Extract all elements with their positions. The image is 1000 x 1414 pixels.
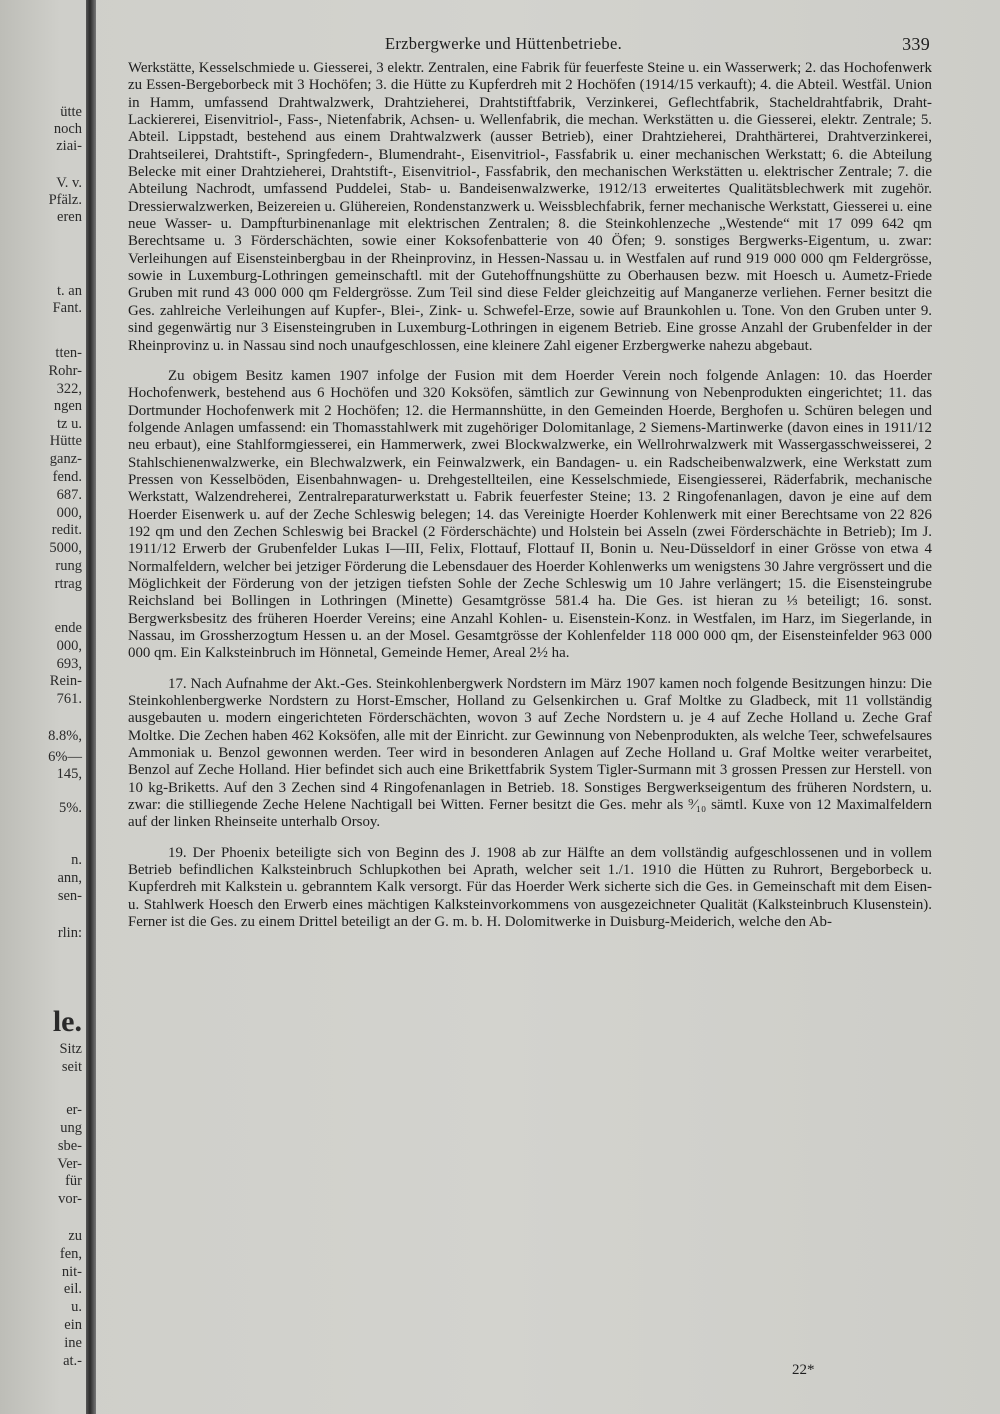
- page-gutter: [86, 0, 96, 1414]
- adjacent-page-text-fragment: ganz-: [49, 451, 82, 467]
- adjacent-page-text-fragment: 000,: [56, 505, 82, 521]
- adjacent-page-text-fragment: t. an: [57, 283, 82, 299]
- adjacent-page-text-fragment: tz u.: [57, 416, 82, 432]
- adjacent-page-text-fragment: ung: [60, 1120, 82, 1136]
- adjacent-page-text-fragment: Ver-: [57, 1156, 82, 1172]
- adjacent-page-text-fragment: eil.: [63, 1281, 82, 1297]
- adjacent-page-text-fragment: 5000,: [49, 540, 82, 556]
- paragraph: 17. Nach Aufnahme der Akt.-Ges. Steinkohlenbergwerk Nordstern im März 1907 kamen noch folgende Besitzungen hinzu: Die Steinkohlenbergwerke Nordstern zu Horst-Emscher, Holland zu Gelsenkirchen u. Graf Moltke zu Gladbeck, mit 11 vollständig ausgebauten u. modern eingerichteten Förderschächten, wovon 3 auf Zeche Nordstern u. je 4 auf Zeche Holland u. Zeche Graf Moltke. Die Zechen haben 462 Koksöfen, alle mit der Einricht. zur Gewinnung von Nebenprodukten, als welche Teer, schwefelsaures Ammoniak u. Benzol gewonnen werden. Teer wird in besonderen Anlagen auf Zeche Holland u. Graf Moltke weiter verarbeitet, Benzol auf Zeche Holland. Hier befindet sich auch eine Brikettfabrik System Tigler-Surmann mit 3 grossen Pressen zur Herstell. von 10 kg-Briketts. Auf den 3 Zechen sind 4 Ringofenanlagen in Betrieb. 18. Sonstiges Bergwerkseigentum des früheren Nordstern, u. zwar: die stilliegende Zeche Helene Nachtigall bei Witten. Ferner besitzt die Ges. mehr als ⁹⁄₁₀ sämtl. Kuxe von 12 Maximalfeldern auf der linken Rheinseite unterhalb Orsoy.: [128, 675, 932, 831]
- header-title: Erzbergwerke und Hüttenbetriebe.: [385, 34, 622, 53]
- adjacent-page-fragment: [0, 0, 84, 1414]
- adjacent-page-text-fragment: 693,: [56, 656, 82, 672]
- adjacent-page-text-fragment: ende: [54, 620, 82, 636]
- adjacent-page-text-fragment: Pfälz.: [48, 192, 82, 208]
- adjacent-page-text-fragment: tten-: [55, 345, 82, 361]
- adjacent-page-text-fragment: zu: [68, 1228, 82, 1244]
- body-text: [128, 60, 932, 932]
- paragraph: Zu obigem Besitz kamen 1907 infolge der Fusion mit dem Hoerder Verein noch folgende Anlagen: 10. das Hoerder Hochofenwerk, bestehend aus 6 Hochöfen und 320 Koksöfen, sämtlich zur Gewinnung von Nebenprodukten eingerichtet; 11. das Dortmunder Hochofenwerk mit 2 Hochöfen; 12. die Hermannshütte, in den Gemeinden Hoerde, Berghofen u. Schüren belegen und folgende Anlagen umfassend: ein Thomasstahlwerk mit zugehöriger Dolomitanlage, 2 Siemens-Martinwerke (davon eines in 1911/12 neu erbaut), eine Stahlformgiesserei, ein Hammerwerk, zwei Blockwalzwerke, ein Wellrohrwalzwerk mit Wassergasschweisserei, 2 Stahlschienenwalzwerke, ein Blechwalzwerk, ein Feinwalzwerk, ein Bandagen- u. ein Radscheibenwalzwerk, eine Werkstatt zum Pressen von Kesselböden, Eisenbahnwagen- u. Drehgestellteilen, eine Kesselschmiede, Eisengiesserei, Räderfabrik, mechanische Werkstatt, Walzendreherei, Zentralreparaturwerkstatt u. Fabrik feuerfester Steine; 13. 2 Ringofenanlagen, davon je eine auf dem Hoerder Eisenwerk u. auf der Zeche Schleswig belegen; 14. das Vereinigte Hoerder Kohlenwerk mit einer Berechtsame von 22 826 192 qm und den Zechen Schleswig bei Brackel (2 Förderschächte) und Holstein bei Asseln (zwei Förderschächte in Betrieb); Im J. 1911/12 Erwerb der Grubenfelder Lukas I—III, Felix, Flottauf, Flottauf II, Bonin u. Neu-Düsseldorf in einer Grösse von etwa 4 Normalfeldern, welcher bei jetziger Förderung die Lebensdauer des Hoerder Kohlenwerks um wenigstens 30 Jahre vergrössert und die Möglichkeit der Förderung von der jetzigen tiefsten Sohle der Zeche Schleswig um 10 Jahre verlängert; 15. die Eisensteingrube Reichsland bei Bollingen in Lothringen (Minette) Gesamtgrösse 581.4 ha. Die Ges. ist hieran zu ⅓ beteiligt; 16. sonst. Bergwerksbesitz des früheren Hoerder Vereins; eine Anzahl Kohlen- u. Eisenstein-Konz. in Westfalen, im Harz, im Siegerlande, in Nassau, im Grossherzogtum Hessen u. an der Mosel. Gesamtgrösse der Kohlenfelder 118 000 000 qm, der Eisensteinfelder 963 000 000 qm. Ein Kalksteinbruch im Hönnetal, Gemeinde Hemer, Areal 2½ ha.: [128, 367, 932, 662]
- adjacent-page-text-fragment: 761.: [56, 691, 82, 707]
- sheet-signature: 22*: [792, 1362, 815, 1378]
- adjacent-page-text-fragment: sen-: [57, 888, 82, 904]
- paragraph: 19. Der Phoenix beteiligte sich von Beginn des J. 1908 ab zur Hälfte an dem vollständig aufgeschlossenen und in vollem Betrieb befindlichen Kalksteinbruch Schlupkothen bei Aprath, welcher seit 1./1. 1910 die Hütten zu Ruhrort, Bergeborbeck u. Kupferdreh mit Kalkstein u. gebranntem Kalk versorgt. Für das Hoerder Werk sicherte sich die Ges. in Gemeinschaft mit dem Eisen- u. Stahlwerk Hoesch den Erwerb eines mächtigen Kalksteinvorkommens von ausgezeichneter Qualität (Kalksteinbruch Klusenstein). Ferner ist die Ges. zu einem Drittel beteiligt an der G. m. b. H. Dolomitwerke in Duisburg-Meiderich, welche den Ab-: [128, 844, 932, 931]
- adjacent-page-text-fragment: redit.: [51, 522, 82, 538]
- page-number: 339: [902, 34, 930, 54]
- adjacent-page-text-fragment: für: [65, 1173, 82, 1189]
- adjacent-page-text-fragment: Hütte: [49, 433, 82, 449]
- adjacent-page-text-fragment: sbe-: [57, 1138, 82, 1154]
- adjacent-page-text-fragment: ine: [64, 1335, 82, 1351]
- adjacent-page-text-fragment: at.-: [63, 1353, 82, 1369]
- adjacent-page-text-fragment: 322,: [56, 381, 82, 397]
- adjacent-page-text-fragment: Sitz: [59, 1041, 82, 1057]
- adjacent-page-text-fragment: fen,: [59, 1246, 82, 1262]
- adjacent-page-text-fragment: eren: [57, 209, 82, 225]
- adjacent-page-text-fragment: noch: [53, 121, 82, 137]
- adjacent-page-text-fragment: 8.8%,: [48, 728, 82, 744]
- adjacent-page-text-fragment: Rohr-: [48, 363, 82, 379]
- adjacent-page-text-fragment: ütte: [60, 104, 82, 120]
- adjacent-page-text-fragment: rtrag: [54, 576, 82, 592]
- adjacent-page-text-fragment: 5%.: [59, 800, 82, 816]
- paragraph: Werkstätte, Kesselschmiede u. Giesserei, 3 elektr. Zentralen, eine Fabrik für feuerfeste Steine u. ein Wasserwerk; 2. das Hochofenwerk zu Essen-Bergeborbeck mit 3 Hochöfen; 3. die Hütte zu Kupferdreh mit 2 Hochöfen (1914/15 verkauft); 4. die Abteil. Westfäl. Union in Hamm, umfassend Drahtwalzwerk, Drahtzieherei, Drahtstiftfabrik, Verzinkerei, Geflechtfabrik, Stacheldrahtfabrik, Draht-Lackiererei, Eisenvitriol-, Fass-, Nietenfabrik, Achsen- u. Wellenfabrik, die mechan. Werkstätten u. die Giesserei, elektr. Zentrale; 5. Abteil. Lippstadt, bestehend aus einem Drahtwalzwerk (ausser Betrieb), einer Drahtzieherei, Drahthärterei, Drahtverzinkerei, Drahtseilerei, Drahtstift-, Springfedern-, Blumendraht-, Eisenvitriol-, Fassfabrik u. einer mechanischen Werkstatt; 6. die Abteilung Belecke mit einer Drahtzieherei, Drahtstift-, Eisenvitriol-, Fassfabrik, den mechanischen Werkstätten u. elektrischer Zentrale; 7. die Abteilung Nachrodt, umfassend Puddelei, Stab- u. Bandeisenwalzwerke, 1912/13 erweitertes Qualitätsblechwerk mit zugehör. Dressierwalzwerken, Beizereien u. Glühereien, Rondenstanzwerk u. Weissblechfabrik, ferner mechanische Werkstatt, Giesserei u. eine neue Wasser- u. Dampfturbinenanlage mit elektrischen Zentralen; 8. die Steinkohlenzeche „Westende“ mit 17 099 642 qm Berechtsame u. 3 Förderschächten, sowie einer Koksofenbatterie von 40 Öfen; 9. sonstiges Bergwerks-Eigentum, u. zwar: Verleihungen auf Eisensteinbergbau in der Rheinprovinz, in Hessen-Nassau u. in Westfalen auf rund 919 000 000 qm Feldergrösse, sowie in Luxemburg-Lothringen gemeinschaftl. mit der Gutehoffnungshütte zu Oberhausen bezw. mit Hoesch u. Aumetz-Friede Gruben mit rund 43 000 000 qm Feldergrösse. Zum Teil sind diese Felder gleichzeitig auf Manganerze verliehen. Ferner besitzt die Ges. zahlreiche Verleihungen auf Kupfer-, Blei-, Zink- u. Schwefel-Erze, sowie auf Braunkohlen u. Tone. Von den Gruben unter 9. sind gegenwärtig nur 3 Eisensteingruben in Luxemburg-Lothringen in eigenem Betrieb. Eine grosse Anzahl der Grubenfelder in der Rheinprovinz u. in Nassau sind noch unaufgeschlossen, eine kleinere Zahl eigener Erzbergwerke nahezu abgebaut.: [128, 60, 932, 354]
- adjacent-page-text-fragment: 000,: [56, 638, 82, 654]
- adjacent-page-text-fragment: n.: [71, 852, 82, 868]
- adjacent-page-text-fragment: fend.: [52, 469, 82, 485]
- adjacent-page-text-fragment: 145,: [56, 766, 82, 782]
- adjacent-page-text-fragment: Fant.: [52, 300, 82, 316]
- adjacent-page-text-fragment: seit: [61, 1059, 82, 1075]
- adjacent-page-text-fragment: rung: [55, 558, 82, 574]
- adjacent-page-text-fragment: ann,: [57, 870, 82, 886]
- adjacent-page-text-fragment: 687.: [56, 487, 82, 503]
- adjacent-page-text-fragment: le.: [52, 1005, 82, 1038]
- adjacent-page-text-fragment: Rein-: [49, 673, 82, 689]
- adjacent-page-text-fragment: ein: [64, 1317, 82, 1333]
- adjacent-page-text-fragment: 6%—: [48, 749, 82, 765]
- adjacent-page-text-fragment: u.: [71, 1299, 82, 1315]
- adjacent-page-text-fragment: er-: [66, 1102, 82, 1118]
- running-header: [130, 34, 930, 56]
- adjacent-page-text-fragment: vor-: [58, 1191, 82, 1207]
- adjacent-page-text-fragment: ngen: [53, 398, 82, 414]
- adjacent-page-text-fragment: nit-: [61, 1264, 82, 1280]
- adjacent-page-text-fragment: V. v.: [56, 175, 82, 191]
- adjacent-page-text-fragment: ziai-: [56, 138, 82, 154]
- adjacent-page-text-fragment: rlin:: [57, 925, 82, 941]
